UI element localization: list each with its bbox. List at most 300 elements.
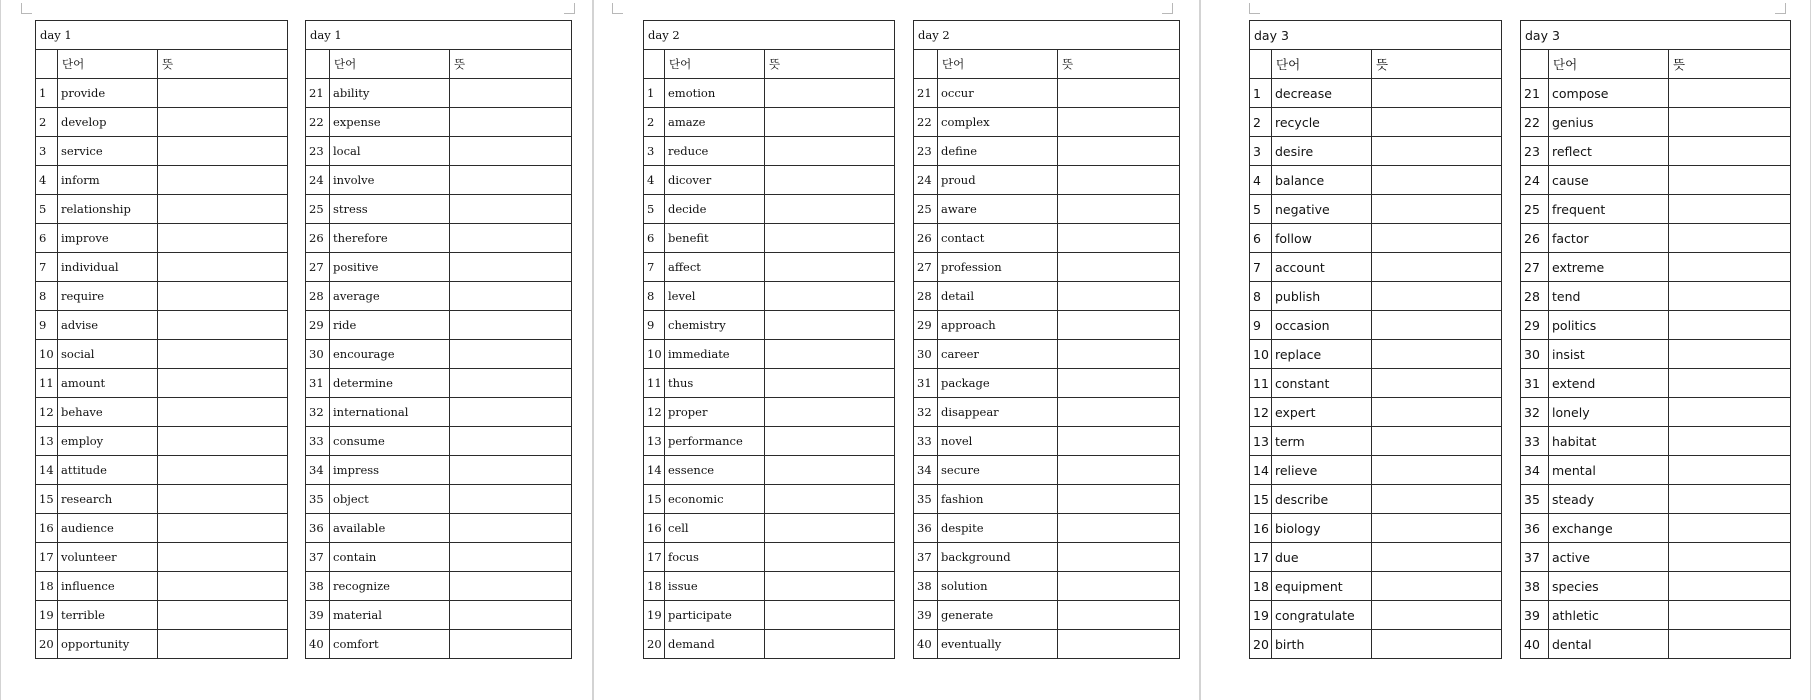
row-number-cell[interactable]: 39 (306, 601, 330, 630)
word-cell[interactable]: desire (1272, 137, 1372, 166)
word-cell[interactable]: active (1549, 543, 1669, 572)
word-cell[interactable]: employ (58, 427, 158, 456)
meaning-cell[interactable] (765, 224, 895, 253)
row-number-cell[interactable]: 32 (914, 398, 938, 427)
meaning-header-cell[interactable]: 뜻 (1669, 50, 1791, 79)
word-cell[interactable]: mental (1549, 456, 1669, 485)
word-cell[interactable]: define (938, 137, 1058, 166)
row-number-cell[interactable]: 13 (36, 427, 58, 456)
word-cell[interactable]: object (330, 485, 450, 514)
row-number-cell[interactable]: 16 (36, 514, 58, 543)
word-cell[interactable]: cell (665, 514, 765, 543)
word-cell[interactable]: thus (665, 369, 765, 398)
meaning-cell[interactable] (1058, 108, 1180, 137)
meaning-cell[interactable] (450, 369, 572, 398)
word-cell[interactable]: amaze (665, 108, 765, 137)
row-number-cell[interactable]: 22 (1521, 108, 1549, 137)
meaning-cell[interactable] (1058, 543, 1180, 572)
row-number-cell[interactable]: 31 (1521, 369, 1549, 398)
word-cell[interactable]: economic (665, 485, 765, 514)
word-cell[interactable]: inform (58, 166, 158, 195)
row-number-cell[interactable]: 34 (914, 456, 938, 485)
word-cell[interactable]: expense (330, 108, 450, 137)
meaning-cell[interactable] (158, 601, 288, 630)
word-cell[interactable]: available (330, 514, 450, 543)
number-header-cell[interactable] (644, 50, 665, 79)
row-number-cell[interactable]: 35 (914, 485, 938, 514)
word-cell[interactable]: steady (1549, 485, 1669, 514)
day-title[interactable]: day 3 (1521, 21, 1791, 50)
row-number-cell[interactable]: 5 (644, 195, 665, 224)
meaning-cell[interactable] (158, 398, 288, 427)
meaning-cell[interactable] (1669, 195, 1791, 224)
word-cell[interactable]: genius (1549, 108, 1669, 137)
word-cell[interactable]: provide (58, 79, 158, 108)
word-header-cell[interactable]: 단어 (1272, 50, 1372, 79)
meaning-cell[interactable] (1058, 224, 1180, 253)
meaning-cell[interactable] (450, 485, 572, 514)
meaning-cell[interactable] (1372, 282, 1502, 311)
word-cell[interactable]: due (1272, 543, 1372, 572)
meaning-cell[interactable] (1372, 195, 1502, 224)
number-header-cell[interactable] (914, 50, 938, 79)
row-number-cell[interactable]: 30 (914, 340, 938, 369)
word-cell[interactable]: disappear (938, 398, 1058, 427)
meaning-cell[interactable] (765, 630, 895, 659)
meaning-cell[interactable] (450, 137, 572, 166)
meaning-cell[interactable] (1372, 108, 1502, 137)
word-cell[interactable]: local (330, 137, 450, 166)
meaning-cell[interactable] (765, 282, 895, 311)
row-number-cell[interactable]: 38 (306, 572, 330, 601)
meaning-header-cell[interactable]: 뜻 (1058, 50, 1180, 79)
row-number-cell[interactable]: 31 (306, 369, 330, 398)
word-cell[interactable]: lonely (1549, 398, 1669, 427)
meaning-cell[interactable] (1669, 137, 1791, 166)
word-cell[interactable]: research (58, 485, 158, 514)
word-cell[interactable]: social (58, 340, 158, 369)
meaning-cell[interactable] (1669, 630, 1791, 659)
meaning-header-cell[interactable]: 뜻 (158, 50, 288, 79)
meaning-cell[interactable] (1372, 601, 1502, 630)
row-number-cell[interactable]: 10 (1250, 340, 1272, 369)
row-number-cell[interactable]: 34 (306, 456, 330, 485)
meaning-cell[interactable] (1669, 398, 1791, 427)
meaning-cell[interactable] (450, 572, 572, 601)
meaning-cell[interactable] (765, 340, 895, 369)
word-cell[interactable]: habitat (1549, 427, 1669, 456)
meaning-cell[interactable] (450, 543, 572, 572)
word-cell[interactable]: publish (1272, 282, 1372, 311)
meaning-cell[interactable] (1372, 456, 1502, 485)
meaning-cell[interactable] (1058, 572, 1180, 601)
word-cell[interactable]: positive (330, 253, 450, 282)
meaning-cell[interactable] (765, 369, 895, 398)
word-cell[interactable]: essence (665, 456, 765, 485)
row-number-cell[interactable]: 17 (36, 543, 58, 572)
word-cell[interactable]: profession (938, 253, 1058, 282)
row-number-cell[interactable]: 3 (644, 137, 665, 166)
row-number-cell[interactable]: 29 (1521, 311, 1549, 340)
meaning-cell[interactable] (1669, 572, 1791, 601)
word-cell[interactable]: recycle (1272, 108, 1372, 137)
word-cell[interactable]: fashion (938, 485, 1058, 514)
word-cell[interactable]: benefit (665, 224, 765, 253)
word-cell[interactable]: amount (58, 369, 158, 398)
word-cell[interactable]: dental (1549, 630, 1669, 659)
word-cell[interactable]: exchange (1549, 514, 1669, 543)
meaning-cell[interactable] (158, 195, 288, 224)
word-cell[interactable]: relieve (1272, 456, 1372, 485)
row-number-cell[interactable]: 26 (1521, 224, 1549, 253)
meaning-cell[interactable] (1058, 456, 1180, 485)
meaning-cell[interactable] (1058, 253, 1180, 282)
row-number-cell[interactable]: 19 (36, 601, 58, 630)
row-number-cell[interactable]: 24 (1521, 166, 1549, 195)
word-cell[interactable]: develop (58, 108, 158, 137)
word-cell[interactable]: birth (1272, 630, 1372, 659)
row-number-cell[interactable]: 37 (306, 543, 330, 572)
word-cell[interactable]: dicover (665, 166, 765, 195)
word-cell[interactable]: factor (1549, 224, 1669, 253)
row-number-cell[interactable]: 7 (1250, 253, 1272, 282)
row-number-cell[interactable]: 38 (1521, 572, 1549, 601)
meaning-cell[interactable] (765, 456, 895, 485)
meaning-cell[interactable] (765, 398, 895, 427)
meaning-cell[interactable] (158, 282, 288, 311)
word-cell[interactable]: emotion (665, 79, 765, 108)
word-cell[interactable]: recognize (330, 572, 450, 601)
row-number-cell[interactable]: 30 (1521, 340, 1549, 369)
meaning-cell[interactable] (450, 166, 572, 195)
word-cell[interactable]: complex (938, 108, 1058, 137)
word-header-cell[interactable]: 단어 (330, 50, 450, 79)
row-number-cell[interactable]: 4 (36, 166, 58, 195)
row-number-cell[interactable]: 39 (914, 601, 938, 630)
row-number-cell[interactable]: 27 (306, 253, 330, 282)
row-number-cell[interactable]: 1 (36, 79, 58, 108)
word-cell[interactable]: compose (1549, 79, 1669, 108)
row-number-cell[interactable]: 15 (36, 485, 58, 514)
word-cell[interactable]: level (665, 282, 765, 311)
row-number-cell[interactable]: 15 (1250, 485, 1272, 514)
number-header-cell[interactable] (306, 50, 330, 79)
day-title[interactable]: day 2 (914, 21, 1180, 50)
row-number-cell[interactable]: 21 (1521, 79, 1549, 108)
word-cell[interactable]: contain (330, 543, 450, 572)
word-cell[interactable]: politics (1549, 311, 1669, 340)
row-number-cell[interactable]: 26 (306, 224, 330, 253)
number-header-cell[interactable] (36, 50, 58, 79)
meaning-cell[interactable] (450, 456, 572, 485)
word-cell[interactable]: congratulate (1272, 601, 1372, 630)
row-number-cell[interactable]: 14 (36, 456, 58, 485)
word-cell[interactable]: detail (938, 282, 1058, 311)
row-number-cell[interactable]: 19 (644, 601, 665, 630)
meaning-cell[interactable] (1372, 340, 1502, 369)
meaning-cell[interactable] (1058, 282, 1180, 311)
row-number-cell[interactable]: 1 (1250, 79, 1272, 108)
row-number-cell[interactable]: 38 (914, 572, 938, 601)
word-cell[interactable]: influence (58, 572, 158, 601)
row-number-cell[interactable]: 9 (644, 311, 665, 340)
row-number-cell[interactable]: 4 (644, 166, 665, 195)
row-number-cell[interactable]: 22 (306, 108, 330, 137)
word-cell[interactable]: term (1272, 427, 1372, 456)
row-number-cell[interactable]: 40 (1521, 630, 1549, 659)
word-cell[interactable]: relationship (58, 195, 158, 224)
row-number-cell[interactable]: 23 (1521, 137, 1549, 166)
word-cell[interactable]: career (938, 340, 1058, 369)
meaning-cell[interactable] (158, 224, 288, 253)
meaning-cell[interactable] (158, 166, 288, 195)
word-cell[interactable]: replace (1272, 340, 1372, 369)
word-cell[interactable]: international (330, 398, 450, 427)
word-cell[interactable]: demand (665, 630, 765, 659)
meaning-cell[interactable] (1058, 137, 1180, 166)
row-number-cell[interactable]: 35 (1521, 485, 1549, 514)
row-number-cell[interactable]: 33 (1521, 427, 1549, 456)
row-number-cell[interactable]: 40 (306, 630, 330, 659)
meaning-cell[interactable] (158, 572, 288, 601)
row-number-cell[interactable]: 32 (1521, 398, 1549, 427)
meaning-cell[interactable] (1372, 543, 1502, 572)
meaning-cell[interactable] (765, 601, 895, 630)
word-cell[interactable]: audience (58, 514, 158, 543)
row-number-cell[interactable]: 23 (914, 137, 938, 166)
row-number-cell[interactable]: 9 (1250, 311, 1272, 340)
word-cell[interactable]: proper (665, 398, 765, 427)
row-number-cell[interactable]: 12 (36, 398, 58, 427)
row-number-cell[interactable]: 14 (644, 456, 665, 485)
word-cell[interactable]: focus (665, 543, 765, 572)
meaning-cell[interactable] (1058, 195, 1180, 224)
word-cell[interactable]: performance (665, 427, 765, 456)
word-cell[interactable]: involve (330, 166, 450, 195)
meaning-cell[interactable] (1058, 630, 1180, 659)
row-number-cell[interactable]: 7 (36, 253, 58, 282)
row-number-cell[interactable]: 39 (1521, 601, 1549, 630)
meaning-cell[interactable] (1372, 427, 1502, 456)
word-cell[interactable]: ride (330, 311, 450, 340)
day-title[interactable]: day 2 (644, 21, 895, 50)
meaning-cell[interactable] (765, 427, 895, 456)
row-number-cell[interactable]: 28 (306, 282, 330, 311)
word-cell[interactable]: frequent (1549, 195, 1669, 224)
meaning-cell[interactable] (765, 253, 895, 282)
meaning-cell[interactable] (158, 427, 288, 456)
meaning-cell[interactable] (158, 253, 288, 282)
meaning-cell[interactable] (1669, 369, 1791, 398)
word-header-cell[interactable]: 단어 (58, 50, 158, 79)
row-number-cell[interactable]: 19 (1250, 601, 1272, 630)
row-number-cell[interactable]: 7 (644, 253, 665, 282)
meaning-cell[interactable] (1058, 369, 1180, 398)
word-header-cell[interactable]: 단어 (938, 50, 1058, 79)
meaning-cell[interactable] (1058, 340, 1180, 369)
row-number-cell[interactable]: 15 (644, 485, 665, 514)
day-title[interactable]: day 1 (306, 21, 572, 50)
row-number-cell[interactable]: 6 (36, 224, 58, 253)
word-cell[interactable]: contact (938, 224, 1058, 253)
meaning-cell[interactable] (1669, 166, 1791, 195)
word-cell[interactable]: volunteer (58, 543, 158, 572)
row-number-cell[interactable]: 13 (1250, 427, 1272, 456)
meaning-cell[interactable] (1058, 514, 1180, 543)
row-number-cell[interactable]: 11 (36, 369, 58, 398)
meaning-cell[interactable] (450, 195, 572, 224)
row-number-cell[interactable]: 28 (1521, 282, 1549, 311)
row-number-cell[interactable]: 12 (1250, 398, 1272, 427)
meaning-cell[interactable] (1669, 485, 1791, 514)
word-cell[interactable]: decrease (1272, 79, 1372, 108)
meaning-cell[interactable] (158, 456, 288, 485)
meaning-cell[interactable] (1372, 311, 1502, 340)
row-number-cell[interactable]: 10 (644, 340, 665, 369)
word-cell[interactable]: decide (665, 195, 765, 224)
meaning-cell[interactable] (450, 282, 572, 311)
word-cell[interactable]: generate (938, 601, 1058, 630)
word-cell[interactable]: approach (938, 311, 1058, 340)
meaning-cell[interactable] (1372, 398, 1502, 427)
row-number-cell[interactable]: 6 (1250, 224, 1272, 253)
word-cell[interactable]: occur (938, 79, 1058, 108)
meaning-cell[interactable] (158, 79, 288, 108)
meaning-cell[interactable] (450, 108, 572, 137)
row-number-cell[interactable]: 35 (306, 485, 330, 514)
row-number-cell[interactable]: 8 (36, 282, 58, 311)
meaning-cell[interactable] (450, 427, 572, 456)
meaning-cell[interactable] (158, 369, 288, 398)
meaning-cell[interactable] (765, 485, 895, 514)
meaning-cell[interactable] (158, 543, 288, 572)
word-cell[interactable]: consume (330, 427, 450, 456)
word-cell[interactable]: despite (938, 514, 1058, 543)
row-number-cell[interactable]: 5 (1250, 195, 1272, 224)
meaning-cell[interactable] (1669, 108, 1791, 137)
meaning-cell[interactable] (1058, 601, 1180, 630)
word-cell[interactable]: proud (938, 166, 1058, 195)
meaning-cell[interactable] (1058, 311, 1180, 340)
row-number-cell[interactable]: 13 (644, 427, 665, 456)
meaning-cell[interactable] (1372, 166, 1502, 195)
meaning-cell[interactable] (1372, 369, 1502, 398)
meaning-cell[interactable] (765, 311, 895, 340)
row-number-cell[interactable]: 25 (306, 195, 330, 224)
word-cell[interactable]: affect (665, 253, 765, 282)
meaning-cell[interactable] (158, 514, 288, 543)
meaning-cell[interactable] (1372, 514, 1502, 543)
meaning-cell[interactable] (1372, 79, 1502, 108)
word-header-cell[interactable]: 단어 (665, 50, 765, 79)
word-cell[interactable]: constant (1272, 369, 1372, 398)
row-number-cell[interactable]: 12 (644, 398, 665, 427)
row-number-cell[interactable]: 2 (644, 108, 665, 137)
row-number-cell[interactable]: 32 (306, 398, 330, 427)
meaning-cell[interactable] (450, 79, 572, 108)
meaning-cell[interactable] (1669, 601, 1791, 630)
word-cell[interactable]: equipment (1272, 572, 1372, 601)
word-cell[interactable]: stress (330, 195, 450, 224)
word-cell[interactable]: balance (1272, 166, 1372, 195)
row-number-cell[interactable]: 20 (36, 630, 58, 659)
row-number-cell[interactable]: 33 (914, 427, 938, 456)
word-cell[interactable]: aware (938, 195, 1058, 224)
meaning-cell[interactable] (765, 195, 895, 224)
word-cell[interactable]: novel (938, 427, 1058, 456)
meaning-cell[interactable] (1669, 543, 1791, 572)
row-number-cell[interactable]: 16 (1250, 514, 1272, 543)
word-cell[interactable]: service (58, 137, 158, 166)
meaning-cell[interactable] (1669, 427, 1791, 456)
word-cell[interactable]: behave (58, 398, 158, 427)
word-cell[interactable]: attitude (58, 456, 158, 485)
meaning-cell[interactable] (1372, 485, 1502, 514)
word-cell[interactable]: reduce (665, 137, 765, 166)
word-cell[interactable]: encourage (330, 340, 450, 369)
meaning-cell[interactable] (450, 601, 572, 630)
meaning-cell[interactable] (765, 572, 895, 601)
row-number-cell[interactable]: 14 (1250, 456, 1272, 485)
word-cell[interactable]: account (1272, 253, 1372, 282)
word-cell[interactable]: chemistry (665, 311, 765, 340)
row-number-cell[interactable]: 2 (36, 108, 58, 137)
meaning-cell[interactable] (1372, 224, 1502, 253)
word-cell[interactable]: follow (1272, 224, 1372, 253)
word-cell[interactable]: therefore (330, 224, 450, 253)
word-cell[interactable]: require (58, 282, 158, 311)
word-cell[interactable]: species (1549, 572, 1669, 601)
row-number-cell[interactable]: 37 (1521, 543, 1549, 572)
day-title[interactable]: day 3 (1250, 21, 1502, 50)
meaning-cell[interactable] (1669, 79, 1791, 108)
row-number-cell[interactable]: 34 (1521, 456, 1549, 485)
row-number-cell[interactable]: 29 (914, 311, 938, 340)
word-cell[interactable]: determine (330, 369, 450, 398)
row-number-cell[interactable]: 18 (1250, 572, 1272, 601)
row-number-cell[interactable]: 20 (1250, 630, 1272, 659)
row-number-cell[interactable]: 3 (1250, 137, 1272, 166)
word-cell[interactable]: immediate (665, 340, 765, 369)
row-number-cell[interactable]: 27 (1521, 253, 1549, 282)
word-cell[interactable]: expert (1272, 398, 1372, 427)
word-cell[interactable]: biology (1272, 514, 1372, 543)
meaning-cell[interactable] (765, 79, 895, 108)
meaning-cell[interactable] (765, 514, 895, 543)
row-number-cell[interactable]: 33 (306, 427, 330, 456)
meaning-cell[interactable] (765, 543, 895, 572)
word-cell[interactable]: individual (58, 253, 158, 282)
word-cell[interactable]: negative (1272, 195, 1372, 224)
row-number-cell[interactable]: 37 (914, 543, 938, 572)
row-number-cell[interactable]: 21 (306, 79, 330, 108)
meaning-cell[interactable] (158, 108, 288, 137)
meaning-cell[interactable] (765, 166, 895, 195)
row-number-cell[interactable]: 17 (644, 543, 665, 572)
word-cell[interactable]: athletic (1549, 601, 1669, 630)
meaning-cell[interactable] (450, 340, 572, 369)
meaning-cell[interactable] (1372, 253, 1502, 282)
row-number-cell[interactable]: 10 (36, 340, 58, 369)
row-number-cell[interactable]: 5 (36, 195, 58, 224)
meaning-cell[interactable] (450, 514, 572, 543)
meaning-cell[interactable] (1058, 79, 1180, 108)
word-cell[interactable]: reflect (1549, 137, 1669, 166)
meaning-cell[interactable] (450, 398, 572, 427)
row-number-cell[interactable]: 11 (644, 369, 665, 398)
number-header-cell[interactable] (1250, 50, 1272, 79)
row-number-cell[interactable]: 20 (644, 630, 665, 659)
